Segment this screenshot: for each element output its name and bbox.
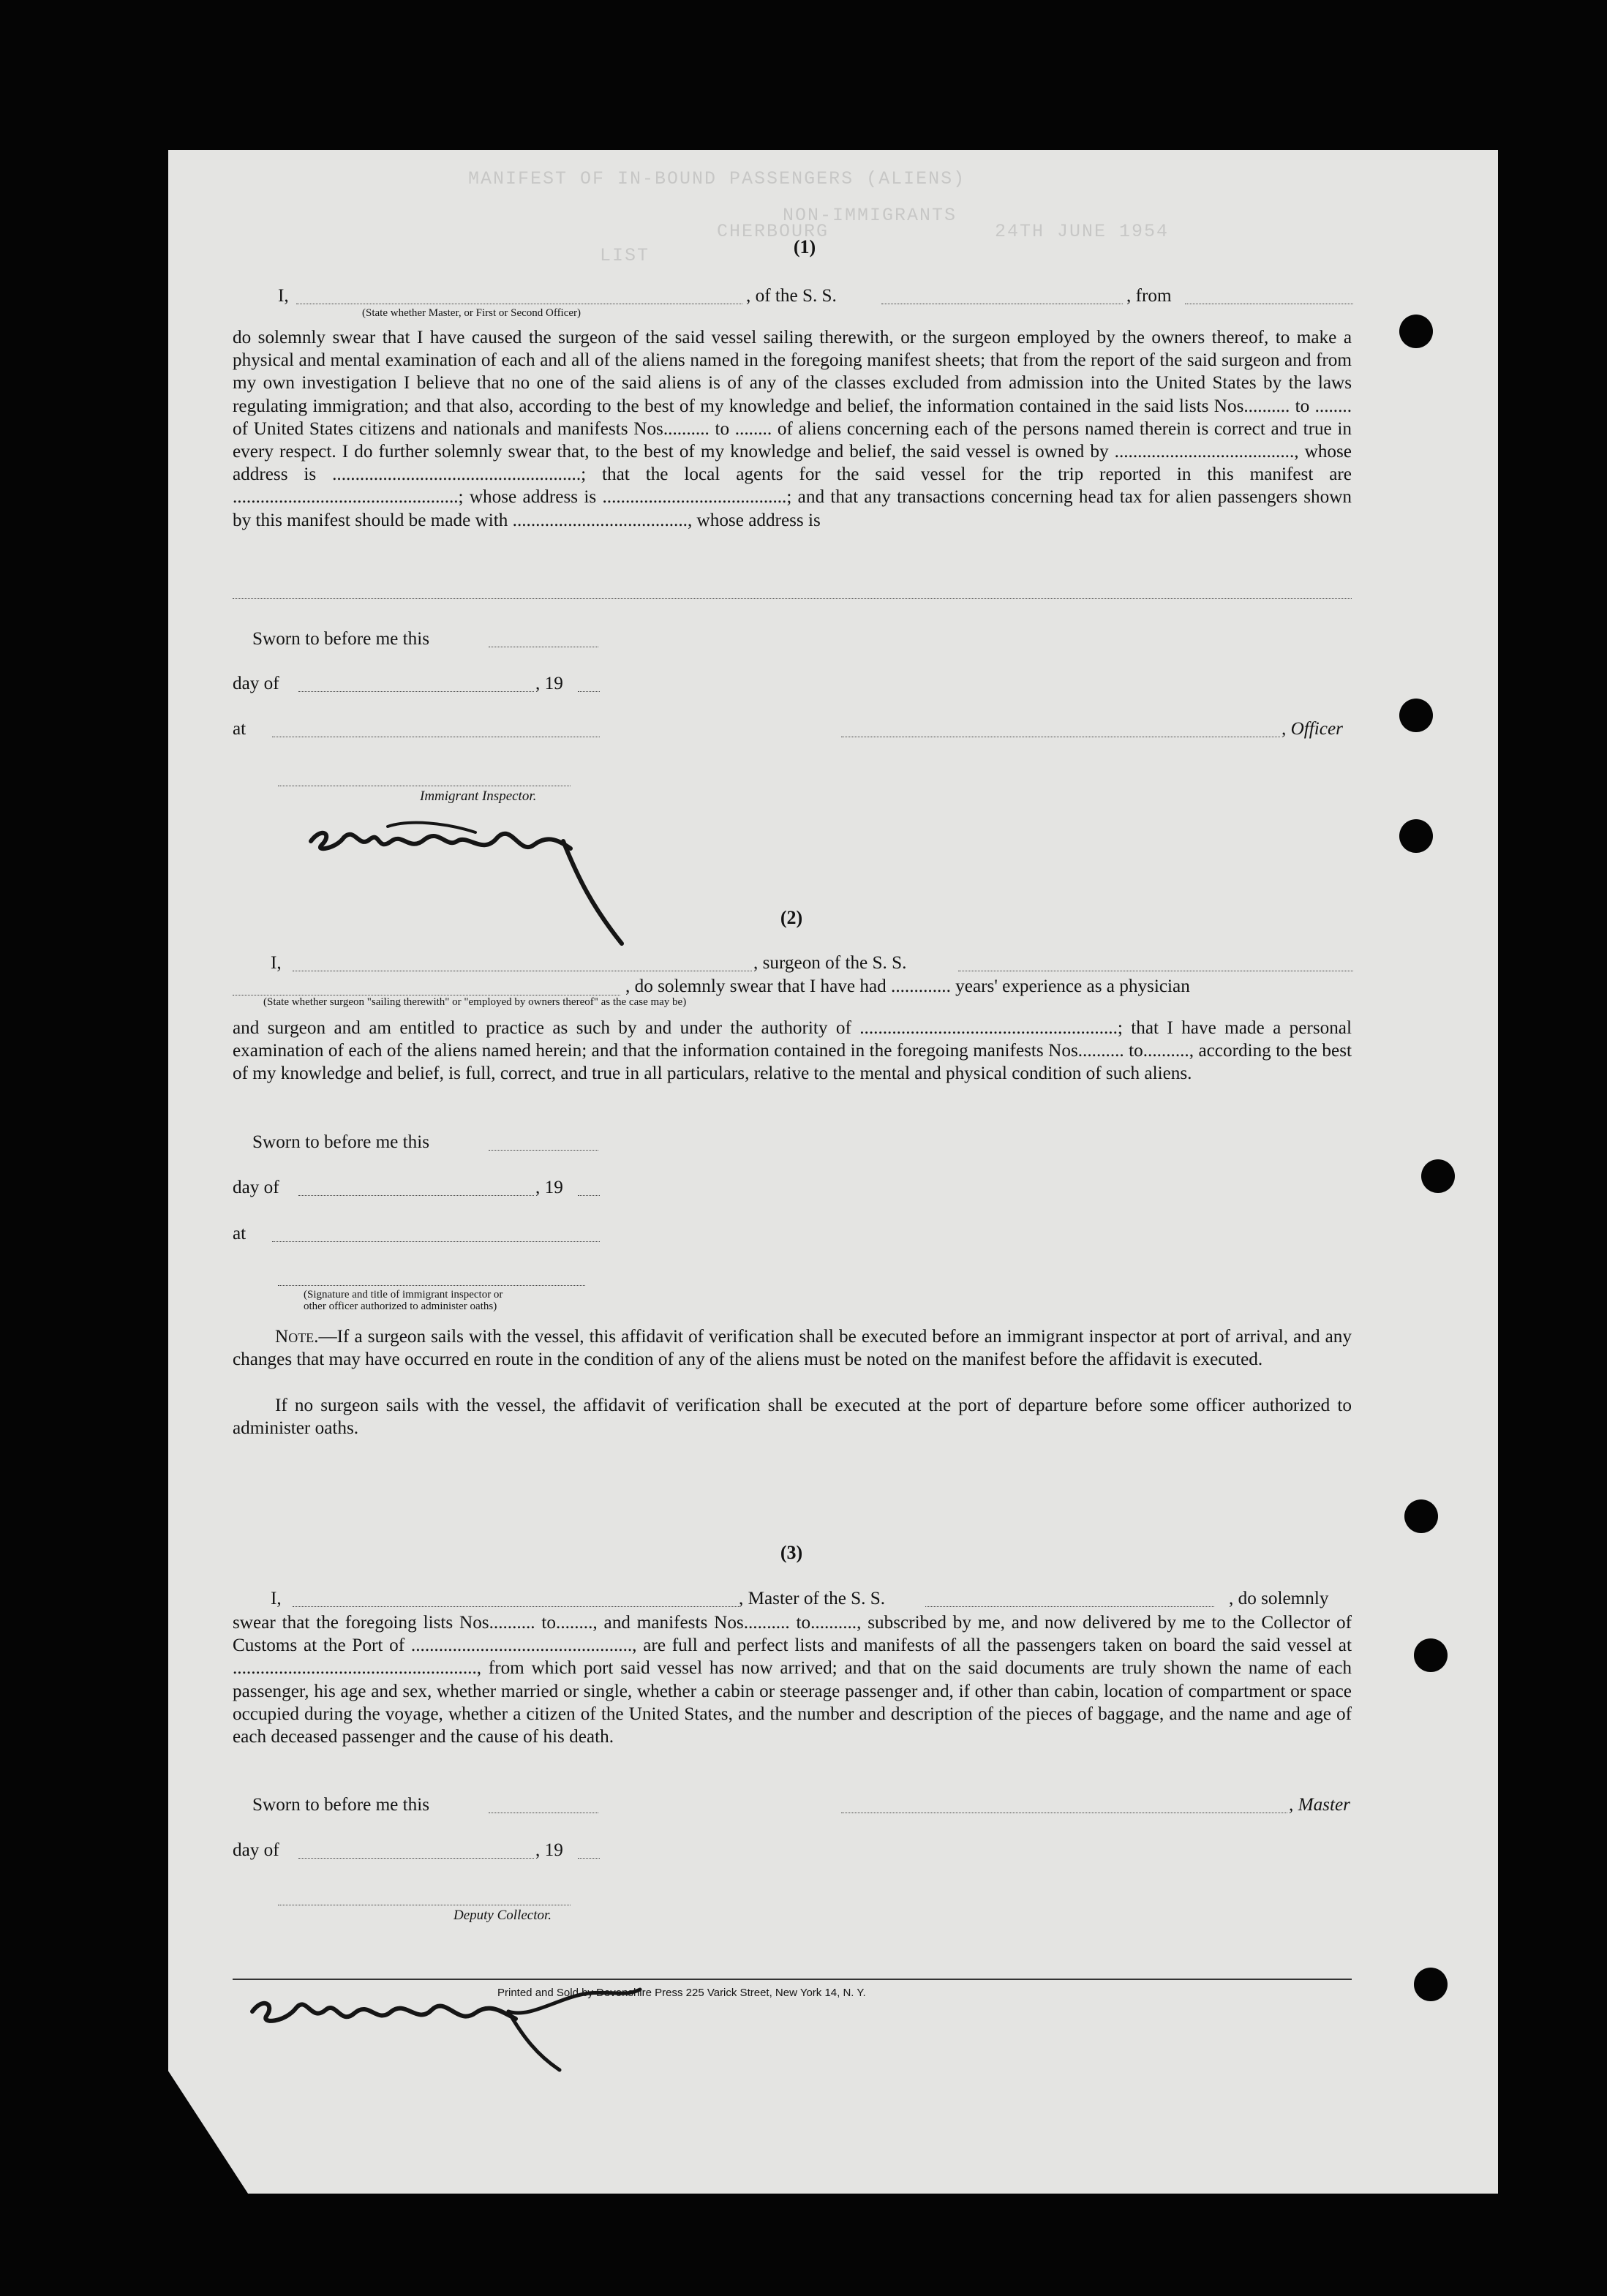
printer-imprint: Printed and Sold by Devonshire Press 225 Varick Street, New York 14, N. Y. xyxy=(497,1987,866,1999)
section-1-year-field[interactable] xyxy=(578,691,600,692)
section-3-vessel-field[interactable] xyxy=(925,1606,1214,1607)
section-2-signature-line[interactable] xyxy=(278,1285,585,1286)
section-1-oath-text: do solemnly swear that I have caused the surgeon of the said vessel sailing therewith, or the surgeon employed by the owners thereof, to make a physical and mental examination of each and all of the aliens named in the foregoing manifest sheets; that from the report of the said surgeon and from my own investigation I believe that no one of the said aliens is of any of the classes excluded from admission into the United States by the laws regulating immigration; and that also, according to the best of my knowledge and belief, the information contained in the said lists Nos.......... to ........ of United States citizens and nationals and manifests Nos.......... to ........ of aliens concerning each of the persons named therein is correct and true in every respect. I do further solemnly swear that, to the best of my knowledge and belief, the said vessel is owned by ......................................., whose address is ......................................................; that the local agents for the said vessel for the trip reported in this manifest are .................................................; whose address is ........................................; and that any transactions concerning head tax for alien passengers shown by this manifest should be made with ......................................, whose address is xyxy=(233,328,1352,530)
section-2-sworn-label: Sworn to before me this xyxy=(252,1132,430,1152)
section-3-i: I, xyxy=(271,1589,282,1608)
section-1-day-field[interactable] xyxy=(298,691,534,692)
section-2-experience-line: , do solemnly swear that I have had ............. years' experience as a physician xyxy=(625,976,1190,996)
section-2-sig-caption-1: (Signature and title of immigrant inspector or xyxy=(304,1289,503,1301)
section-2-sig-caption-2: other officer authorized to administer oaths) xyxy=(304,1301,497,1312)
section-2-at-field[interactable] xyxy=(272,1241,600,1242)
section-2-status-caption: (State whether surgeon "sailing therewith" or "employed by owners thereof" as the case may be) xyxy=(263,996,687,1008)
section-1-address-field[interactable] xyxy=(233,598,1352,599)
section-2-number: (2) xyxy=(780,907,803,928)
section-1-officer-caption: (State whether Master, or First or Second Officer) xyxy=(362,307,582,319)
section-3-year-label: , 19 xyxy=(535,1840,563,1860)
punch-hole xyxy=(1414,1638,1448,1672)
section-2-i: I, xyxy=(271,953,282,973)
section-2-day-field[interactable] xyxy=(298,1195,534,1196)
section-3-number: (3) xyxy=(780,1542,803,1563)
inspector-signature-1 xyxy=(300,812,644,958)
inspector-signature-2 xyxy=(245,1968,655,2077)
section-1-from: , from xyxy=(1126,286,1172,306)
punch-hole xyxy=(1404,1499,1438,1533)
section-3-year-field[interactable] xyxy=(578,1858,600,1859)
section-3-master-of: , Master of the S. S. xyxy=(739,1589,886,1608)
section-1-day-label: day of xyxy=(233,674,279,693)
section-3-day-field[interactable] xyxy=(298,1858,534,1859)
section-1-inspector-caption: Immigrant Inspector. xyxy=(420,788,537,804)
section-2-day-label: day of xyxy=(233,1178,279,1197)
ghost-header-title: MANIFEST OF IN-BOUND PASSENGERS (ALIENS) xyxy=(468,168,966,189)
section-2-at-label: at xyxy=(233,1224,246,1243)
punch-hole xyxy=(1399,819,1433,853)
ghost-header-list: LIST xyxy=(600,245,650,266)
ghost-header-date: 24TH JUNE 1954 xyxy=(995,221,1170,242)
section-1-year-label: , 19 xyxy=(535,674,563,693)
section-3-name-field[interactable] xyxy=(293,1606,739,1607)
section-2-surgeon-of: , surgeon of the S. S. xyxy=(753,953,907,973)
section-3-day-label: day of xyxy=(233,1840,279,1860)
ghost-header-nonimmigrants: NON-IMMIGRANTS xyxy=(783,205,957,226)
section-2-sworn-field[interactable] xyxy=(489,1150,598,1151)
section-3-oath-text: swear that the foregoing lists Nos.......... to........, and manifests Nos.......... to.........., subscribed by me, and now delivered by me to the Collector of Customs at the Port of ................................................, are full and perfect lists and manifests of all the passengers taken on board the said vessel at ....................................................., from which port said vessel has now arrived; and that on the said documents are truly shown the name of each passenger, his age and sex, whether married or single, whether a cabin or steerage passenger and, if other than cabin, location of compartment or space occupied during the voyage, whether a citizen of the United States, and the number and description of the pieces of baggage, and the name and age of each deceased passenger and the cause of his death. xyxy=(233,1613,1352,1747)
section-1-officer-label: , Officer xyxy=(1282,719,1343,739)
section-2-year-field[interactable] xyxy=(578,1195,600,1196)
section-2-note xyxy=(233,1325,1352,1371)
section-1-sworn-label: Sworn to before me this xyxy=(252,629,430,649)
note-text: —If a surgeon sails with the vessel, this affidavit of verification shall be executed before an immigrant inspector at port of arrival, and any changes that may have occurred en route in the condition of any of the aliens must be noted on the manifest before the affidavit is executed. xyxy=(233,1327,1352,1370)
section-3-collector-caption: Deputy Collector. xyxy=(454,1908,552,1923)
note-label: Note. xyxy=(275,1327,319,1347)
section-3-master-label: , Master xyxy=(1289,1795,1350,1815)
section-3-do-solemnly: , do solemnly xyxy=(1229,1589,1329,1608)
section-1-number: (1) xyxy=(793,236,816,257)
punch-hole xyxy=(1421,1159,1455,1193)
section-2-year-label: , 19 xyxy=(535,1178,563,1197)
section-2-note-2: If no surgeon sails with the vessel, the affidavit of verification shall be executed at the port of departure before some officer authorized to administer oaths. xyxy=(233,1396,1352,1439)
punch-hole xyxy=(1414,1968,1448,2001)
section-1-at-label: at xyxy=(233,719,246,739)
section-3-sworn-label: Sworn to before me this xyxy=(252,1795,430,1815)
ghost-header-port: CHERBOURG xyxy=(717,221,829,242)
punch-hole xyxy=(1399,315,1433,348)
section-1-i: I, xyxy=(278,286,289,306)
section-1-of-ss: , of the S. S. xyxy=(746,286,837,306)
punch-hole xyxy=(1399,699,1433,732)
section-2-oath-text: and surgeon and am entitled to practice as such by and under the authority of ........................................................; that I have made a personal examination of each of the aliens named herein; and that the information contained in the foregoing manifests Nos.......... to.........., according to the best of my knowledge and belief, is full, correct, and true in all particulars, relative to the mental and physical condition of such aliens. xyxy=(233,1018,1352,1084)
